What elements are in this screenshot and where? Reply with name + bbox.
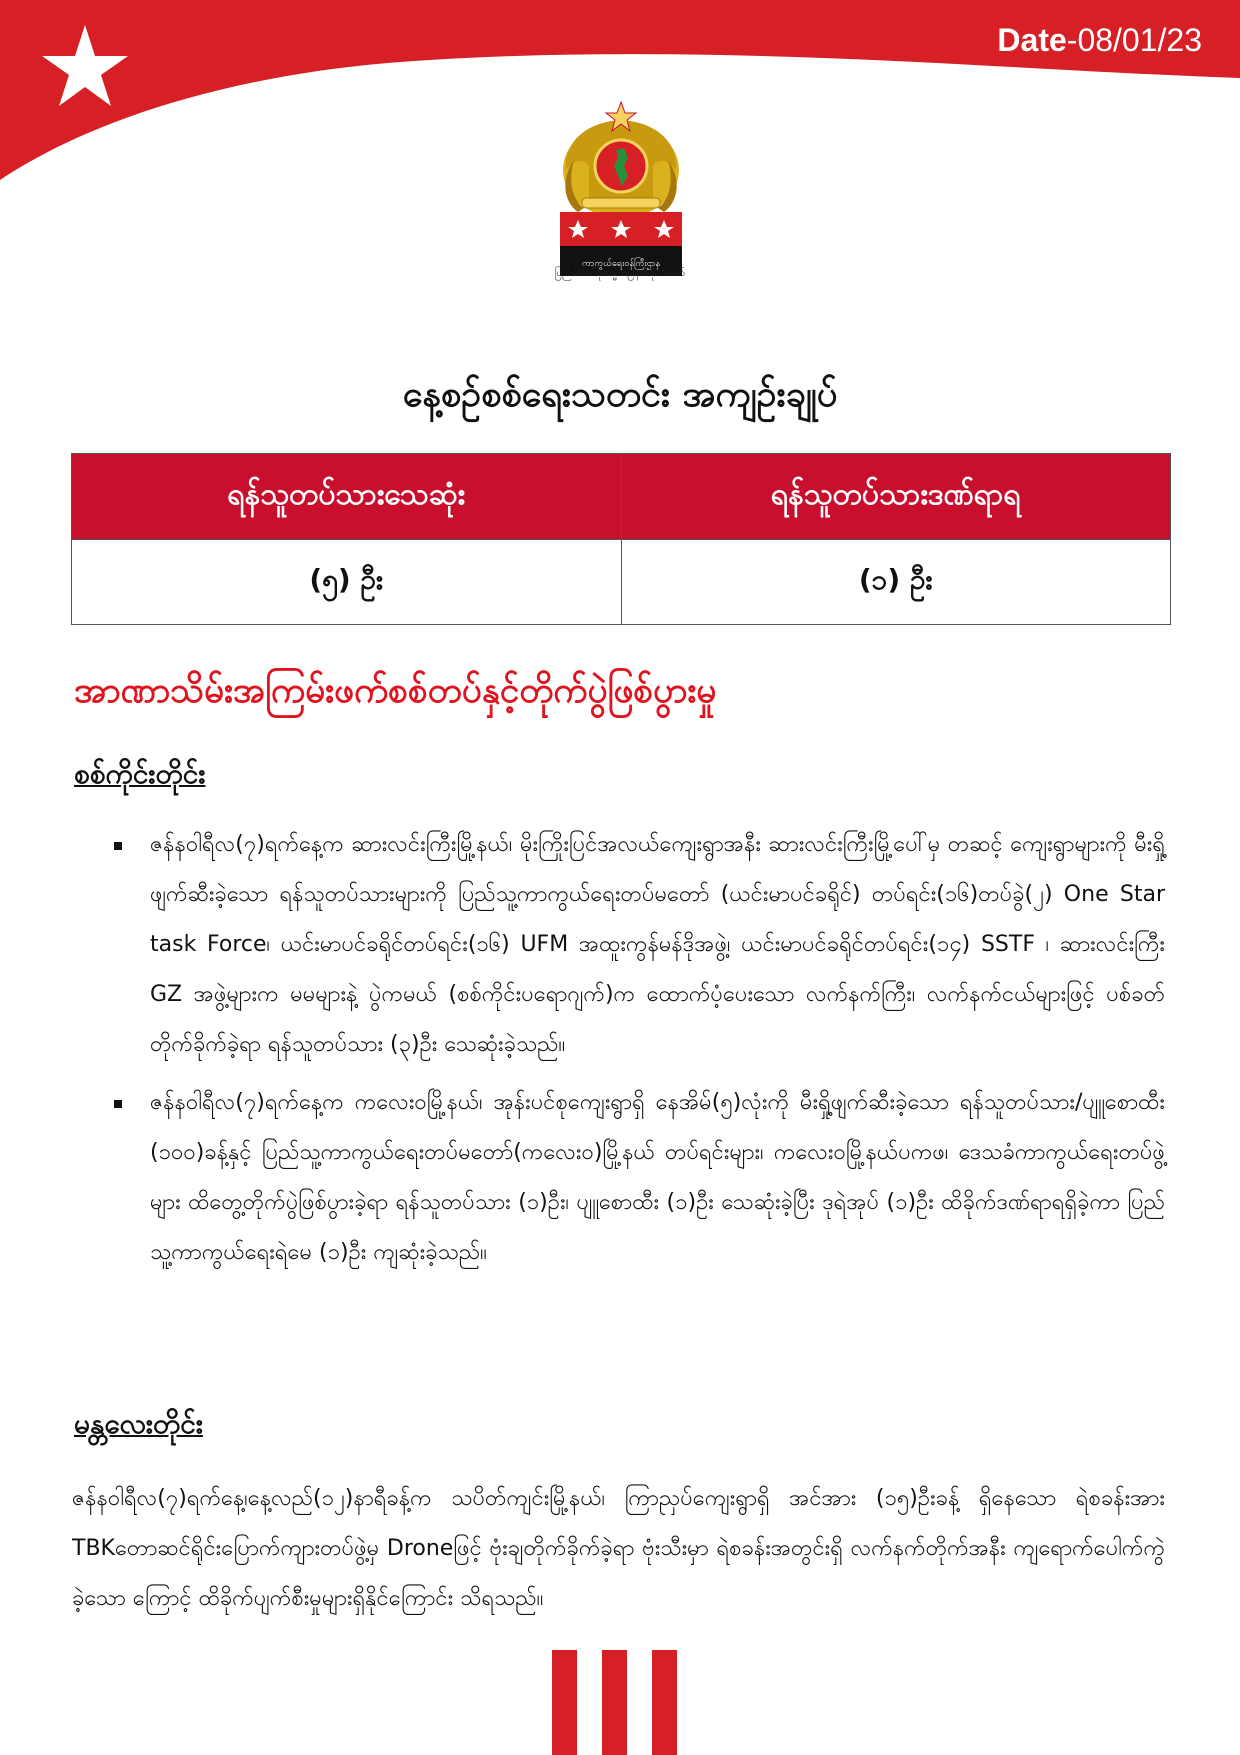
wounded-count: (၁) ဦး	[621, 540, 1171, 625]
page-title: နေ့စဉ်စစ်ရေးသတင်း အကျဉ်းချုပ်	[402, 374, 838, 415]
list-item: ဇန်နဝါရီလ(၇)ရက်နေ့က ကလေးဝမြို့နယ်၊ အုန်းပင်စုကျေးရွာရှိ နေအိမ်(၅)လုံးကို မီးရှို့ဖျက်ဆီးခဲ့သော ရန်သူတပ်သား/ပျူစောထီး (၁၀၀)ခန့်နှင့် ပြည်သူ့ကာကွယ်ရေးတပ်မတော်(ကလေးဝ)မြို့နယ် တပ်ရင်းများ၊ ကလေးဝမြို့နယ်ပကဖ၊ ဒေသခံကာကွယ်ရေးတပ်ဖွဲ့များ ထိတွေ့တိုက်ပွဲဖြစ်ပွားခဲ့ရာ ရန်သူတပ်သား (၁)ဦး၊ ပျူစောထီး (၁)ဦး သေဆုံးခဲ့ပြီး ဒုရဲအုပ် (၁)ဦး ထိခိုက်ဒဏ်ရာရရှိခဲ့ကာ ပြည်သူ့ကာကွယ်ရေးရဲမေ (၁)ဦး ကျဆုံးခဲ့သည်။	[110, 1078, 1165, 1278]
footer-stripes	[552, 1650, 677, 1755]
emblem-caption: ပြည်ထောင်စုသမ္မတမြန်မာနိုင်ငံတော်	[554, 268, 686, 279]
list-item: ဇန်နဝါရီလ(၇)ရက်နေ့က ဆားလင်းကြီးမြို့နယ်၊ မိုးကြိုးပြင်အလယ်ကျေးရွာအနီး ဆားလင်းကြီးမြို့ပေါ်မှ တဆင့် ကျေးရွာများကို မီးရှို့ဖျက်ဆီးခဲ့သော ရန်သူတပ်သားများကို ပြည်သူ့ကာကွယ်ရေးတပ်မတော် (ယင်းမာပင်ခရိုင်) တပ်ရင်း(၁၆)တပ်ခွဲ(၂) One Star task Force၊ ယင်းမာပင်ခရိုင်တပ်ရင်း(၁၆) UFM အထူးကွန်မန်ဒိုအဖွဲ့၊ ယင်းမာပင်ခရိုင်တပ်ရင်း(၁၄) SSTF ၊ ဆားလင်းကြီး GZ အဖွဲ့များက မမများနဲ့ ပွဲကမယ် (စစ်ကိုင်းပရောဂျက်)က ထောက်ပံ့ပေးသော လက်နက်ကြီး၊ လက်နက်ငယ်များဖြင့် ပစ်ခတ်တိုက်ခိုက်ခဲ့ရာ ရန်သူတပ်သား (၃)ဦး သေဆုံးခဲ့သည်။	[110, 820, 1165, 1070]
table-header-row	[72, 454, 1171, 540]
section-heading: အာဏာသိမ်းအကြမ်းဖက်စစ်တပ်နှင့်တိုက်ပွဲဖြစ်ပွားမှု	[74, 671, 717, 711]
mandalay-paragraph: ဇန်နဝါရီလ(၇)ရက်နေ့၊နေ့လည်(၁၂)နာရီခန့်က သပိတ်ကျင်းမြို့နယ်၊ ကြာညှပ်ကျေးရွာရှိ အင်အား (၁၅)ဦးခန့် ရှိနေသော ရဲစခန်းအား TBKတောဆင်ရိုင်းပြောက်ကျားတပ်ဖွဲ့မှ Droneဖြင့် ဗုံးချတိုက်ခိုက်ခဲ့ရာ ဗုံးသီးမှာ ရဲစခန်းအတွင်းရှိ လက်နက်တိုက်အနီး ကျရောက်ပေါက်ကွဲခဲ့သော ကြောင့် ထိခိုက်ပျက်စီးမှုများရှိနိုင်ကြောင်း သိရသည်။	[72, 1486, 1165, 1611]
table-header-killed: ရန်သူတပ်သားသေဆုံး	[72, 454, 622, 540]
killed-count: (၅) ဦး	[72, 540, 622, 625]
sagaing-incident-list	[110, 820, 1165, 1286]
casualty-summary-table	[71, 453, 1171, 625]
table-header-wounded: ရန်သူတပ်သားဒဏ်ရာရ	[621, 454, 1171, 540]
region-heading-mandalay: မန္တလေးတိုင်း	[74, 1407, 203, 1440]
document-date	[997, 22, 1202, 59]
date-label: Date	[997, 22, 1067, 58]
emblem-ribbon-text: ကာကွယ်ရေးဝန်ကြီးဌာန	[581, 259, 661, 269]
date-value: -08/01/23	[1066, 22, 1202, 58]
table-row	[72, 540, 1171, 625]
region-heading-sagaing: စစ်ကိုင်းတိုင်း	[74, 757, 206, 790]
state-emblem-icon	[558, 100, 684, 288]
